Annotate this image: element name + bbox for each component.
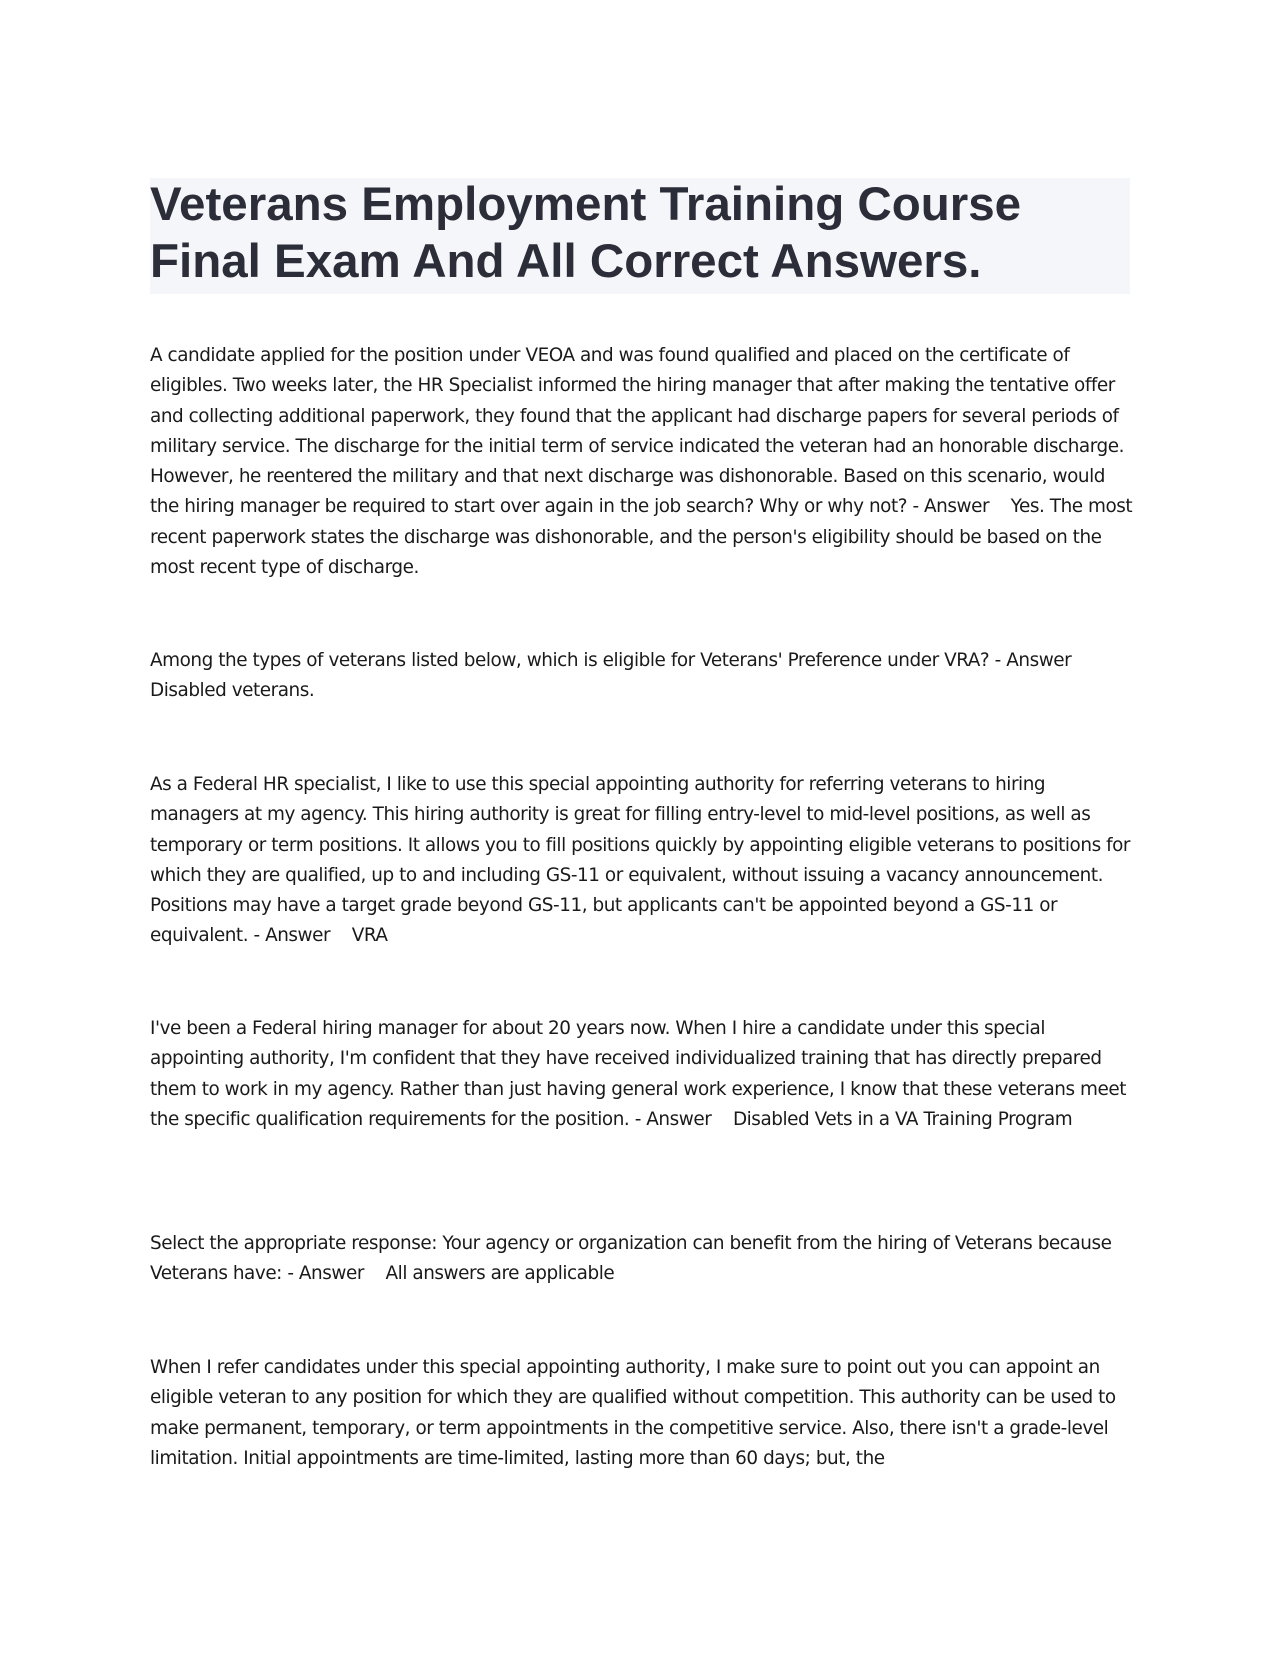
question-text: When I refer candidates under this special appointing authority, I make sure to point out you can appoint an eligible veteran to any position for which they are qualified without competition. This authority can be used to make permanent, temporary, or term appointments in the competitive service. Also, there isn't a grade-level limitation. Initial appointments are time-limited, lasting more than 60 days; but, the [150,1357,1116,1469]
qa-item [150,341,1135,583]
qa-item [150,1014,1135,1135]
question-text: Select the appropriate response: Your agency or organization can benefit from the hiring of Veterans because Veterans have: [150,1233,1112,1285]
answer-text: Disabled veterans. [150,680,315,702]
qa-item [150,1353,1135,1474]
qa-item [150,646,1135,707]
answer-label: - Answer [907,496,990,518]
question-text: I've been a Federal hiring manager for about 20 years now. When I hire a candidate under this special appointing authority, I'm confident that they have received individualized training that has directly prepared them to work in my agency. Rather than just having general work experience, I know that these veterans meet the specific qualification requirements for the position. [150,1018,1126,1130]
qa-item [150,770,1135,952]
document-title: Veterans Employment Training Course Final Exam And All Correct Answers. [150,178,1022,288]
answer-label: - Answer [281,1263,364,1285]
question-text: Among the types of veterans listed below, which is eligible for Veterans' Preference under VRA? [150,650,990,671]
qa-item [150,1229,1135,1290]
answer-label: - Answer [989,650,1072,671]
answer-text: Disabled Vets in a VA Training Program [732,1108,1073,1130]
answer-text: Yes. The most recent paperwork states the discharge was dishonorable, and the person's eligibility should be based on the most recent type of discharge. [150,496,1133,579]
answer-text: All answers are applicable [385,1263,615,1285]
question-text: A candidate applied for the position under VEOA and was found qualified and placed on the certificate of eligibles. Two weeks later, the HR Specialist informed the hiring manager that after making the tentative offer and collecting additional paperwork, they found that the applicant had discharge papers for several periods of military service. The discharge for the initial term of service indicated the veteran had an honorable discharge. However, he reentered the military and that next discharge was dishonorable. Based on this scenario, would the hiring manager be required to start over again in the job search? Why or why not? [150,345,1124,518]
question-text: As a Federal HR specialist, I like to use this special appointing authority for referring veterans to hiring managers at my agency. This hiring authority is great for filling entry-level to mid-level positions, as well as temporary or term positions. It allows you to fill positions quickly by appointing eligible veterans to positions for which they are qualified, up to and including GS-11 or equivalent, without issuing a vacancy announcement. Positions may have a target grade beyond GS-11, but applicants can't be appointed beyond a GS-11 or equivalent. [150,774,1131,947]
answer-text: VRA [351,925,388,947]
answer-label: - Answer [629,1108,712,1130]
answer-label: - Answer [248,925,331,947]
